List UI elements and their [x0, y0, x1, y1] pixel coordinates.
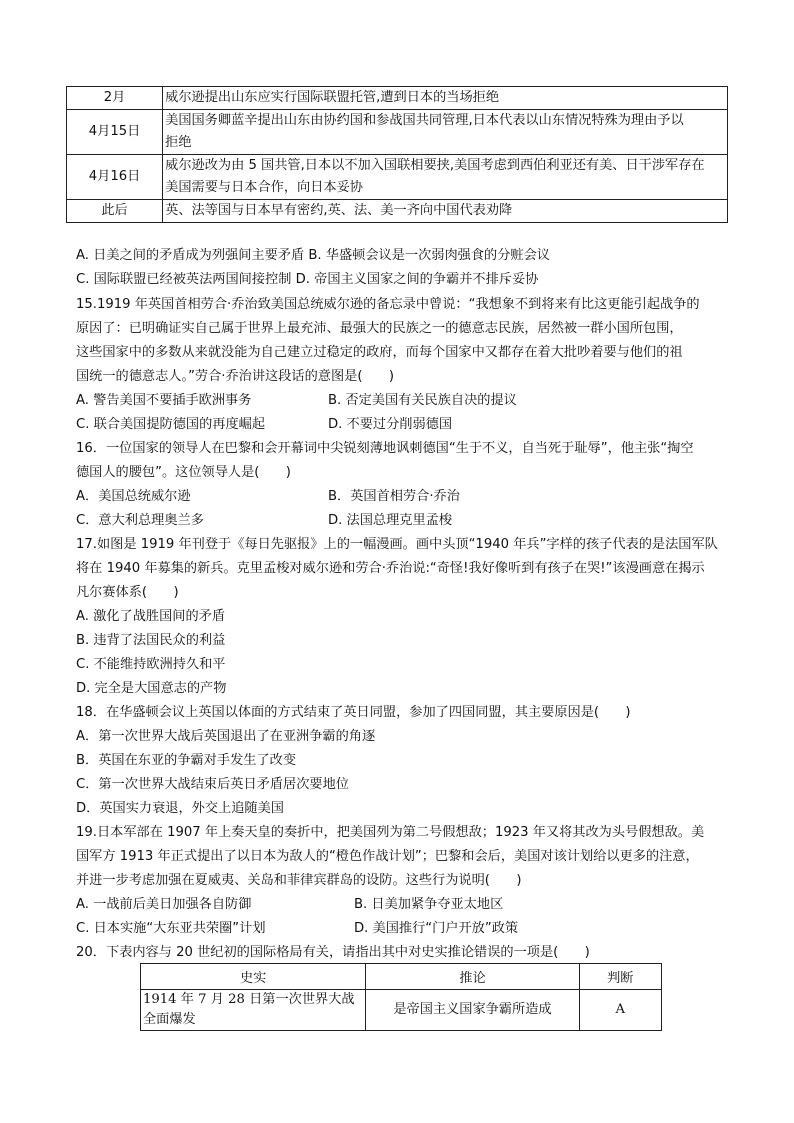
- q19-option-b: B. 日美加紧争夺亚太地区: [354, 897, 504, 912]
- date-cell: 此后: [67, 200, 163, 223]
- q15-stem-line: 这些国家中的多数从来就没能为自己建立过稳定的政府，而每个国家中又都存在着大批吵着要与他们的祖: [76, 345, 683, 360]
- q19-stem-line: 并进一步考虑加强在夏威夷、关岛和菲律宾群岛的设防。这些行为说明( ): [76, 873, 522, 888]
- q19-stem-line: 19.日本军部在 1907 年上奏天皇的奏折中，把美国列为第二号假想敌；1923 年又将其改为头号假想敌。美: [76, 825, 705, 840]
- q17-stem-line: 凡尔赛体系( ): [76, 585, 179, 600]
- table-row: [141, 990, 662, 1031]
- q15-option-c: C. 联合美国提防德国的再度崛起: [76, 417, 266, 432]
- judgement-cell: A: [579, 990, 661, 1031]
- table-row: [67, 87, 728, 110]
- event-cell: 美国国务卿蓝辛提出山东由协约国和参战国共同管理,日本代表以山东情况特殊为理由予以 拒绝: [163, 110, 728, 155]
- q15-option-d: D. 不要过分削弱德国: [328, 417, 453, 432]
- event-cell: 威尔逊提出山东应实行国际联盟托管,遭到日本的当场拒绝: [163, 87, 728, 110]
- q15-option-a: A. 警告美国不要插手欧洲事务: [76, 393, 252, 408]
- table-header-row: [141, 964, 662, 990]
- q18-option-b: B．英国在东亚的争霸对手发生了改变: [76, 753, 297, 768]
- q19-option-a: A. 一战前后美日加强各自防御: [76, 897, 252, 912]
- q18-option-c: C．第一次世界大战结束后英日矛盾居次要地位: [76, 777, 349, 792]
- q20-table: [140, 963, 662, 1031]
- q16-option-d: D. 法国总理克里孟梭: [328, 513, 453, 528]
- inference-cell: 是帝国主义国家争霸所造成: [366, 990, 579, 1031]
- header-fact: 史实: [141, 964, 366, 990]
- q15-option-b: B. 否定美国有关民族自决的提议: [328, 393, 517, 408]
- q14-options-line-1: A. 日美之间的矛盾成为列强间主要矛盾 B. 华盛顿会议是一次弱肉强食的分赃会议: [76, 248, 550, 263]
- table-row: [67, 155, 728, 200]
- q17-option-c: C. 不能维持欧洲持久和平: [76, 657, 226, 672]
- q17-option-b: B. 违背了法国民众的利益: [76, 633, 226, 648]
- fact-cell: 1914 年 7 月 28 日第一次世界大战 全面爆发: [141, 990, 366, 1031]
- table-row: [67, 200, 728, 223]
- paris-conference-table: [66, 86, 728, 223]
- q16-stem-line: 德国人的腰包”。这位领导人是( ): [76, 465, 291, 480]
- date-cell: 4月15日: [67, 110, 163, 155]
- date-cell: 4月16日: [67, 155, 163, 200]
- header-inference: 推论: [366, 964, 579, 990]
- q20-stem-line: 20．下表内容与 20 世纪初的国际格局有关，请指出其中对史实推论错误的一项是( ): [76, 945, 590, 960]
- q18-option-d: D．英国实力衰退，外交上追随美国: [76, 801, 284, 816]
- table-row: [67, 110, 728, 155]
- q19-option-c: C. 日本实施“大东亚共荣圈”计划: [76, 921, 266, 936]
- q15-stem-line: 原因了：已明确证实自己属于世界上最充沛、最强大的民族之一的德意志民族，居然被一群小国所包围，: [76, 321, 683, 336]
- q19-option-d: D. 美国推行“门户开放”政策: [354, 921, 519, 936]
- q15-stem-line: 15.1919 年英国首相劳合·乔治致美国总统威尔逊的备忘录中曾说：“我想象不到将来有比这更能引起战争的: [76, 297, 700, 312]
- q14-options-line-2: C. 国际联盟已经被英法两国间接控制 D. 帝国主义国家之间的争霸并不排斥妥协: [76, 272, 539, 287]
- q19-stem-line: 国军方 1913 年正式提出了以日本为敌人的“橙色作战计划”；巴黎和会后，美国对该计划给以更多的注意，: [76, 849, 699, 864]
- q16-option-a: A．美国总统威尔逊: [76, 489, 191, 504]
- event-cell: 威尔逊改为由 5 国共管,日本以不加入国联相要挟,美国考虑到西伯利亚还有美、日干涉军存在 美国需要与日本合作，向日本妥协: [163, 155, 728, 200]
- q17-stem-line: 17.如图是 1919 年刊登于《每日先驱报》上的一幅漫画。画中头顶“1940 年兵”字样的孩子代表的是法国军队: [76, 537, 718, 552]
- q17-option-a: A. 激化了战胜国间的矛盾: [76, 609, 226, 624]
- header-judgement: 判断: [579, 964, 661, 990]
- event-cell: 英、法等国与日本早有密约,英、法、美一齐向中国代表劝降: [163, 200, 728, 223]
- date-cell: 2月: [67, 87, 163, 110]
- q18-option-a: A．第一次世界大战后英国退出了在亚洲争霸的角逐: [76, 729, 376, 744]
- q16-option-c: C．意大利总理奥兰多: [76, 513, 204, 528]
- q16-option-b: B．英国首相劳合·乔治: [328, 489, 460, 504]
- q18-stem-line: 18．在华盛顿会议上英国以体面的方式结束了英日同盟，参加了四国同盟，其主要原因是( ): [76, 705, 631, 720]
- q17-stem-line: 将在 1940 年募集的新兵。克里孟梭对威尔逊和劳合·乔治说:“奇怪!我好像听到有孩子在哭!”该漫画意在揭示: [76, 561, 705, 576]
- q16-stem-line: 16．一位国家的领导人在巴黎和会开幕词中尖锐刻薄地讽刺德国“生于不义，自当死于耻辱”，他主张“掏空: [76, 441, 694, 456]
- q15-stem-line: 国统一的德意志人。”劳合·乔治讲这段话的意图是( ): [76, 369, 395, 384]
- q17-option-d: D. 完全是大国意志的产物: [76, 681, 227, 696]
